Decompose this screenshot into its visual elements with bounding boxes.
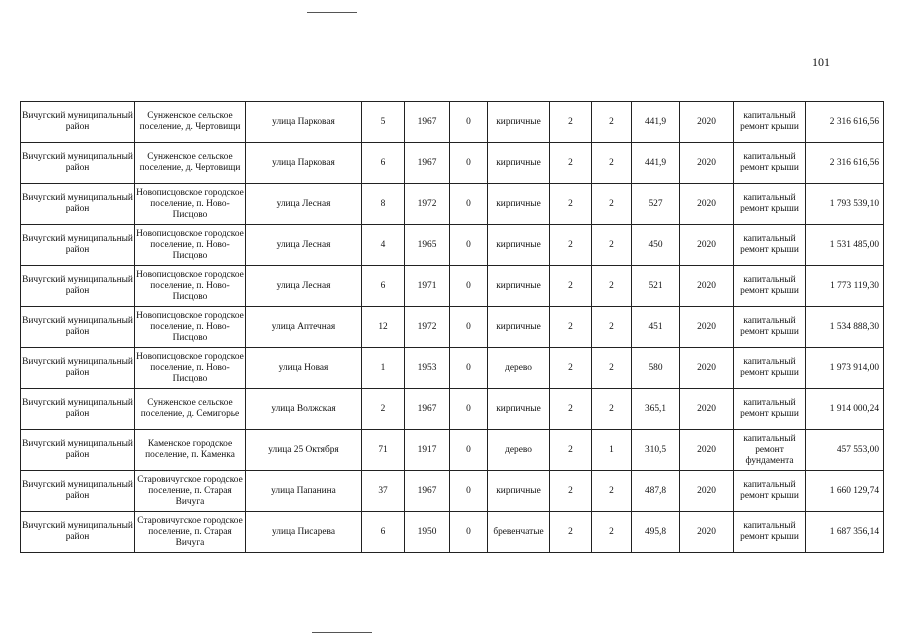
cost-cell: 1 534 888,30 xyxy=(806,307,884,348)
settlement-cell: Сунженское сельское поселение, д. Семигорье xyxy=(135,389,246,430)
entrances-cell: 2 xyxy=(592,348,632,389)
zero-value-cell: 0 xyxy=(450,143,488,184)
street-cell: улица Лесная xyxy=(246,184,362,225)
plan-year-cell: 2020 xyxy=(680,266,734,307)
district-cell: Вичугский муниципальный район xyxy=(21,102,135,143)
house-number-cell: 12 xyxy=(362,307,405,348)
work-type-cell: капитальный ремонт крыши xyxy=(734,102,806,143)
floors-cell: 2 xyxy=(550,307,592,348)
district-cell: Вичугский муниципальный район xyxy=(21,266,135,307)
district-cell: Вичугский муниципальный район xyxy=(21,430,135,471)
plan-year-cell: 2020 xyxy=(680,143,734,184)
settlement-cell: Каменское городское поселение, п. Каменка xyxy=(135,430,246,471)
work-type-cell: капитальный ремонт крыши xyxy=(734,389,806,430)
table-row xyxy=(21,389,884,430)
entrances-cell: 2 xyxy=(592,471,632,512)
area-cell: 527 xyxy=(632,184,680,225)
area-cell: 365,1 xyxy=(632,389,680,430)
plan-year-cell: 2020 xyxy=(680,389,734,430)
zero-value-cell: 0 xyxy=(450,225,488,266)
plan-year-cell: 2020 xyxy=(680,184,734,225)
street-cell: улица 25 Октября xyxy=(246,430,362,471)
work-type-cell: капитальный ремонт крыши xyxy=(734,471,806,512)
area-cell: 441,9 xyxy=(632,143,680,184)
build-year-cell: 1967 xyxy=(405,389,450,430)
floors-cell: 2 xyxy=(550,512,592,553)
entrances-cell: 2 xyxy=(592,307,632,348)
settlement-cell: Сунженское сельское поселение, д. Чертовищи xyxy=(135,102,246,143)
cost-cell: 1 687 356,14 xyxy=(806,512,884,553)
floors-cell: 2 xyxy=(550,389,592,430)
plan-year-cell: 2020 xyxy=(680,471,734,512)
house-number-cell: 5 xyxy=(362,102,405,143)
wall-material-cell: дерево xyxy=(488,348,550,389)
floors-cell: 2 xyxy=(550,143,592,184)
cost-cell: 2 316 616,56 xyxy=(806,143,884,184)
street-cell: улица Новая xyxy=(246,348,362,389)
district-cell: Вичугский муниципальный район xyxy=(21,225,135,266)
floors-cell: 2 xyxy=(550,430,592,471)
build-year-cell: 1972 xyxy=(405,307,450,348)
build-year-cell: 1967 xyxy=(405,102,450,143)
district-cell: Вичугский муниципальный район xyxy=(21,184,135,225)
zero-value-cell: 0 xyxy=(450,102,488,143)
housing-repair-table xyxy=(20,101,884,553)
street-cell: улица Парковая xyxy=(246,102,362,143)
table-row xyxy=(21,184,884,225)
wall-material-cell: кирпичные xyxy=(488,184,550,225)
settlement-cell: Новописцовское городское поселение, п. Ново-Писцово xyxy=(135,266,246,307)
zero-value-cell: 0 xyxy=(450,348,488,389)
wall-material-cell: кирпичные xyxy=(488,389,550,430)
work-type-cell: капитальный ремонт крыши xyxy=(734,266,806,307)
area-cell: 487,8 xyxy=(632,471,680,512)
entrances-cell: 2 xyxy=(592,225,632,266)
floors-cell: 2 xyxy=(550,348,592,389)
scan-artifact-line xyxy=(312,632,372,633)
street-cell: улица Аптечная xyxy=(246,307,362,348)
plan-year-cell: 2020 xyxy=(680,102,734,143)
wall-material-cell: кирпичные xyxy=(488,102,550,143)
build-year-cell: 1965 xyxy=(405,225,450,266)
area-cell: 310,5 xyxy=(632,430,680,471)
table-row xyxy=(21,143,884,184)
house-number-cell: 6 xyxy=(362,266,405,307)
page-number: 101 xyxy=(812,55,830,69)
zero-value-cell: 0 xyxy=(450,430,488,471)
table-row xyxy=(21,307,884,348)
floors-cell: 2 xyxy=(550,471,592,512)
cost-cell: 1 773 119,30 xyxy=(806,266,884,307)
area-cell: 495,8 xyxy=(632,512,680,553)
street-cell: улица Папанина xyxy=(246,471,362,512)
table-row xyxy=(21,266,884,307)
entrances-cell: 2 xyxy=(592,389,632,430)
zero-value-cell: 0 xyxy=(450,389,488,430)
table-row xyxy=(21,225,884,266)
entrances-cell: 2 xyxy=(592,512,632,553)
work-type-cell: капитальный ремонт крыши xyxy=(734,307,806,348)
build-year-cell: 1917 xyxy=(405,430,450,471)
district-cell: Вичугский муниципальный район xyxy=(21,389,135,430)
build-year-cell: 1967 xyxy=(405,143,450,184)
street-cell: улица Парковая xyxy=(246,143,362,184)
table-row xyxy=(21,512,884,553)
build-year-cell: 1967 xyxy=(405,471,450,512)
plan-year-cell: 2020 xyxy=(680,225,734,266)
house-number-cell: 4 xyxy=(362,225,405,266)
wall-material-cell: дерево xyxy=(488,430,550,471)
house-number-cell: 71 xyxy=(362,430,405,471)
plan-year-cell: 2020 xyxy=(680,348,734,389)
table-row xyxy=(21,102,884,143)
house-number-cell: 2 xyxy=(362,389,405,430)
street-cell: улица Волжская xyxy=(246,389,362,430)
settlement-cell: Старовичугское городское поселение, п. Старая Вичуга xyxy=(135,512,246,553)
wall-material-cell: кирпичные xyxy=(488,266,550,307)
street-cell: улица Лесная xyxy=(246,225,362,266)
zero-value-cell: 0 xyxy=(450,184,488,225)
settlement-cell: Сунженское сельское поселение, д. Чертовищи xyxy=(135,143,246,184)
cost-cell: 1 914 000,24 xyxy=(806,389,884,430)
cost-cell: 1 973 914,00 xyxy=(806,348,884,389)
wall-material-cell: кирпичные xyxy=(488,143,550,184)
wall-material-cell: кирпичные xyxy=(488,307,550,348)
work-type-cell: капитальный ремонт крыши xyxy=(734,512,806,553)
house-number-cell: 1 xyxy=(362,348,405,389)
work-type-cell: капитальный ремонт крыши xyxy=(734,348,806,389)
street-cell: улица Писарева xyxy=(246,512,362,553)
table-row xyxy=(21,471,884,512)
floors-cell: 2 xyxy=(550,225,592,266)
build-year-cell: 1971 xyxy=(405,266,450,307)
district-cell: Вичугский муниципальный район xyxy=(21,471,135,512)
street-cell: улица Лесная xyxy=(246,266,362,307)
work-type-cell: капитальный ремонт крыши xyxy=(734,143,806,184)
area-cell: 521 xyxy=(632,266,680,307)
area-cell: 441,9 xyxy=(632,102,680,143)
zero-value-cell: 0 xyxy=(450,266,488,307)
build-year-cell: 1953 xyxy=(405,348,450,389)
plan-year-cell: 2020 xyxy=(680,430,734,471)
area-cell: 450 xyxy=(632,225,680,266)
settlement-cell: Новописцовское городское поселение, п. Ново-Писцово xyxy=(135,348,246,389)
floors-cell: 2 xyxy=(550,184,592,225)
scan-artifact-line xyxy=(307,12,357,13)
wall-material-cell: бревенчатые xyxy=(488,512,550,553)
area-cell: 451 xyxy=(632,307,680,348)
district-cell: Вичугский муниципальный район xyxy=(21,512,135,553)
house-number-cell: 6 xyxy=(362,512,405,553)
district-cell: Вичугский муниципальный район xyxy=(21,143,135,184)
settlement-cell: Новописцовское городское поселение, п. Ново-Писцово xyxy=(135,307,246,348)
district-cell: Вичугский муниципальный район xyxy=(21,348,135,389)
area-cell: 580 xyxy=(632,348,680,389)
entrances-cell: 2 xyxy=(592,143,632,184)
zero-value-cell: 0 xyxy=(450,307,488,348)
floors-cell: 2 xyxy=(550,102,592,143)
house-number-cell: 8 xyxy=(362,184,405,225)
zero-value-cell: 0 xyxy=(450,471,488,512)
entrances-cell: 2 xyxy=(592,102,632,143)
entrances-cell: 2 xyxy=(592,184,632,225)
house-number-cell: 37 xyxy=(362,471,405,512)
entrances-cell: 2 xyxy=(592,266,632,307)
work-type-cell: капитальный ремонт крыши xyxy=(734,184,806,225)
work-type-cell: капитальный ремонт крыши xyxy=(734,225,806,266)
zero-value-cell: 0 xyxy=(450,512,488,553)
wall-material-cell: кирпичные xyxy=(488,225,550,266)
house-number-cell: 6 xyxy=(362,143,405,184)
entrances-cell: 1 xyxy=(592,430,632,471)
cost-cell: 457 553,00 xyxy=(806,430,884,471)
plan-year-cell: 2020 xyxy=(680,307,734,348)
settlement-cell: Старовичугское городское поселение, п. Старая Вичуга xyxy=(135,471,246,512)
settlement-cell: Новописцовское городское поселение, п. Ново-Писцово xyxy=(135,225,246,266)
table-row xyxy=(21,430,884,471)
plan-year-cell: 2020 xyxy=(680,512,734,553)
build-year-cell: 1972 xyxy=(405,184,450,225)
cost-cell: 1 793 539,10 xyxy=(806,184,884,225)
floors-cell: 2 xyxy=(550,266,592,307)
cost-cell: 1 531 485,00 xyxy=(806,225,884,266)
district-cell: Вичугский муниципальный район xyxy=(21,307,135,348)
work-type-cell: капитальный ремонт фундамента xyxy=(734,430,806,471)
cost-cell: 1 660 129,74 xyxy=(806,471,884,512)
settlement-cell: Новописцовское городское поселение, п. Ново-Писцово xyxy=(135,184,246,225)
build-year-cell: 1950 xyxy=(405,512,450,553)
cost-cell: 2 316 616,56 xyxy=(806,102,884,143)
wall-material-cell: кирпичные xyxy=(488,471,550,512)
table-row xyxy=(21,348,884,389)
